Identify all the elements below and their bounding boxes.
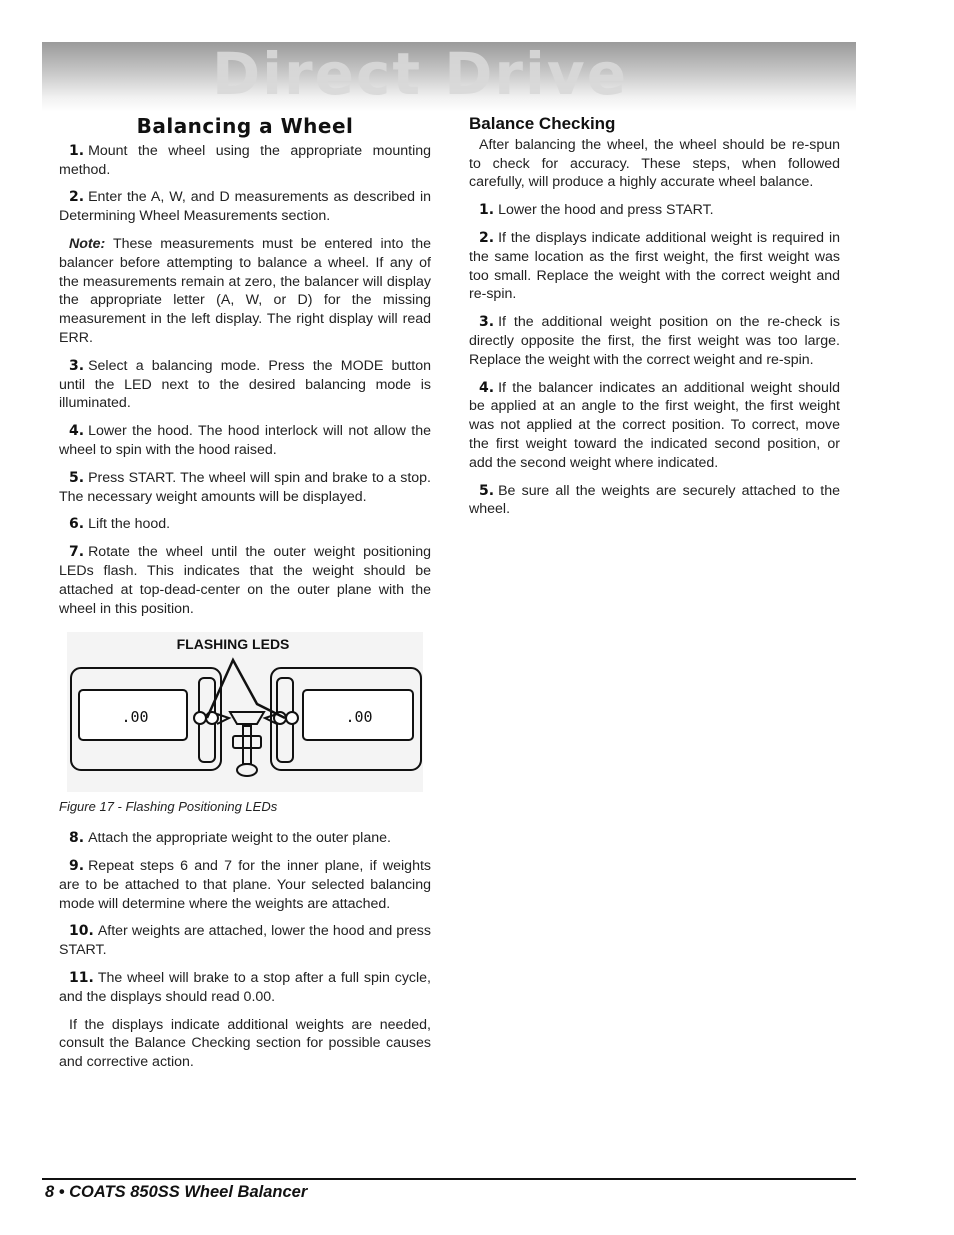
note-label: Note: [69, 235, 106, 252]
outer-led-left [194, 712, 206, 724]
subsection-heading: Balance Checking [469, 114, 616, 133]
section-banner [42, 42, 856, 112]
section-heading: Balancing a Wheel [136, 114, 354, 138]
step-number: 8. [69, 830, 85, 847]
step-number: 1. [479, 202, 495, 219]
step-text: Lift the hood. [88, 516, 171, 533]
step-2 [59, 188, 431, 226]
step-text: Repeat steps 6 and 7 for the inner plane, if weights are to be attached to that plane. Your selected balancing mode will determine where the weights are attached. [59, 857, 431, 912]
step-text: Select a balancing mode. Press the MODE button until the LED next to the desired balancing mode is illuminated. [59, 357, 431, 412]
step-text: Rotate the wheel until the outer weight positioning LEDs flash. This indicates that the weight should be attached at top-dead-center on the outer plane with the wheel in this position. [59, 544, 431, 617]
right-column [469, 113, 840, 528]
intro-paragraph: After balancing the wheel, the wheel should be re-spun to check for accuracy. These steps, when followed carefully, will produce a highly accurate wheel balance. [469, 136, 840, 191]
step-1 [59, 142, 431, 180]
step-number: 3. [69, 357, 85, 374]
flashing-leds-label: FLASHING LEDS [176, 636, 290, 653]
step-text: The wheel will brake to a stop after a full spin cycle, and the displays should read 0.00. [59, 969, 431, 1005]
step-number: 2. [69, 189, 85, 206]
step-text: Lower the hood. The hood interlock will not allow the wheel to spin with the hood raised. [59, 423, 431, 458]
step-text: Enter the A, W, and D measurements as described in Determining Wheel Measurements section. [59, 189, 431, 225]
led-panel-illustration [67, 632, 423, 792]
step-text: Lower the hood and press START. [498, 202, 714, 219]
right-display-value: .00 [345, 708, 373, 727]
step-text: If the balancer indicates an additional weight should be applied at an angle to the first weight, the first weight was not applied at the correct position. To correct, move the first weight toward the indicated second position, or add the second weight where indicated. [469, 379, 840, 471]
step-text: Be sure all the weights are securely attached to the wheel. [469, 482, 840, 518]
page-footer: 8 • COATS 850SS Wheel Balancer [45, 1183, 308, 1201]
step-number: 3. [479, 314, 495, 331]
step-text: Mount the wheel using the appropriate mounting method. [59, 142, 431, 178]
step-number: 11. [69, 969, 94, 986]
check-step-1 [469, 201, 840, 220]
step-number: 5. [69, 469, 85, 486]
step-5 [59, 469, 431, 507]
check-step-4 [469, 379, 840, 473]
step-10 [59, 922, 431, 960]
step-text: Attach the appropriate weight to the outer plane. [88, 830, 391, 847]
note-paragraph [59, 235, 431, 348]
step-number: 4. [69, 423, 85, 440]
left-column [59, 113, 431, 1081]
footer-rule [42, 1178, 856, 1180]
step-number: 6. [69, 516, 85, 533]
check-step-2 [469, 229, 840, 304]
step-text: After weights are attached, lower the hood and press START. [59, 923, 431, 959]
flashing-leds-figure [59, 632, 431, 792]
step-7 [59, 543, 431, 618]
step-number: 4. [479, 379, 495, 396]
step-text: If the additional weight position on the re-check is directly opposite the first, the first weight was too large. Replace the weight with the correct weight and re-spin. [469, 314, 840, 368]
step-number: 1. [69, 142, 85, 159]
check-step-5 [469, 482, 840, 520]
step-8 [59, 829, 431, 848]
banner-title: Direct Drive [212, 42, 629, 108]
step-number: 9. [69, 857, 85, 874]
note-text: These measurements must be entered into the balancer before attempting to balance a wheel. If any of the measurements remain at zero, the balancer will display the appropriate letter (A, W, or D) for the missing measurement in the left display. The right display will read ERR. [59, 235, 431, 346]
step-text: If the displays indicate additional weight is required in the same location as the first weight, the first weight was too small. Replace the weight with the correct weight and re-spin. [469, 229, 840, 303]
step-number: 10. [69, 923, 94, 940]
step-11 [59, 969, 431, 1007]
check-step-3 [469, 313, 840, 369]
step-number: 5. [479, 482, 495, 499]
step-6 [59, 515, 431, 534]
step-9 [59, 857, 431, 913]
figure-caption: Figure 17 - Flashing Positioning LEDs [59, 799, 278, 815]
outer-led-right-2 [286, 712, 298, 724]
closing-paragraph: If the displays indicate additional weights are needed, consult the Balance Checking section for possible causes and corrective action. [59, 1016, 431, 1071]
step-number: 7. [69, 544, 85, 561]
step-4 [59, 422, 431, 460]
step-3 [59, 357, 431, 413]
left-display-value: .00 [121, 708, 149, 727]
step-number: 2. [479, 229, 495, 246]
step-text: Press START. The wheel will spin and brake to a stop. The necessary weight amounts will be displayed. [59, 469, 431, 505]
